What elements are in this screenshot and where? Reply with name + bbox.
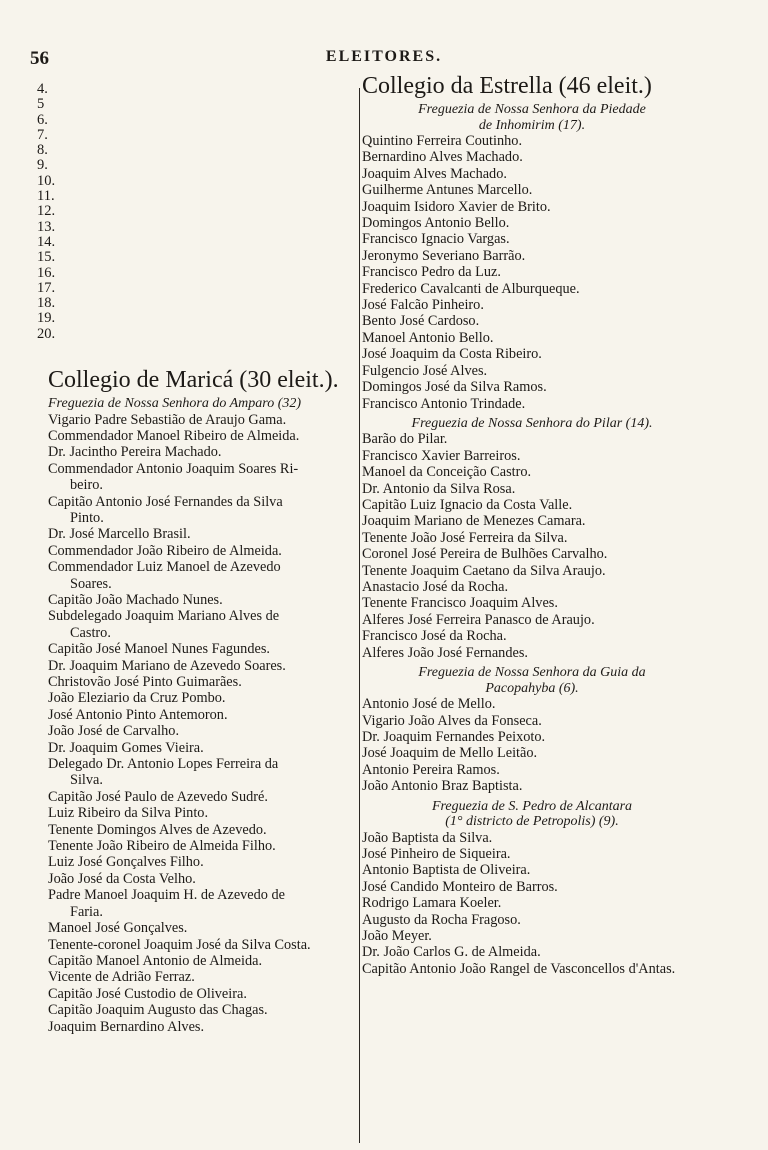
list-number: 10. bbox=[37, 172, 56, 189]
elector-name-line: Silva. bbox=[70, 772, 103, 789]
elector-entry bbox=[48, 641, 370, 657]
elector-name-line: Commendador Manoel Ribeiro de Almeida. bbox=[48, 427, 300, 444]
parish-title: Freguezia de S. Pedro de Alcantara bbox=[431, 798, 633, 814]
elector-name-line: João Eleziario da Cruz Pombo. bbox=[48, 690, 226, 707]
list-number: 18. bbox=[37, 295, 56, 312]
elector-entry: Frederico Cavalcanti de Alburqueque. bbox=[362, 280, 580, 297]
running-head: ELEITORES. bbox=[325, 48, 443, 65]
elector-name-line: Faria. bbox=[70, 903, 103, 920]
elector-entry bbox=[48, 444, 370, 460]
section-heading-estrella: Collegio da Estrella (46 eleit.) bbox=[362, 73, 652, 99]
elector-entry: Bento José Cardoso. bbox=[362, 313, 480, 330]
elector-name-line: Capitão José Paulo de Azevedo Sudré. bbox=[48, 788, 268, 805]
elector-name-line: Dr. Joaquim Gomes Vieira. bbox=[48, 739, 204, 756]
elector-name-line: Luiz José Gonçalves Filho. bbox=[48, 854, 204, 871]
elector-entry: João Antonio Braz Baptista. bbox=[362, 778, 523, 795]
elector-entry bbox=[48, 969, 370, 985]
elector-entry: José Joaquim da Costa Ribeiro. bbox=[362, 346, 542, 363]
elector-name-line: Commendador Antonio Joaquim Soares Ri- bbox=[48, 460, 299, 477]
elector-entry bbox=[48, 789, 370, 805]
elector-name-line: Christovão José Pinto Guimarães. bbox=[48, 674, 242, 690]
left-column bbox=[48, 364, 370, 1035]
elector-name-line: Tenente-coronel Joaquim José da Silva Costa. bbox=[48, 936, 311, 953]
elector-entry: Vigario João Alves da Fonseca. bbox=[362, 712, 542, 729]
elector-entry bbox=[48, 543, 370, 559]
elector-entry: Tenente Francisco Joaquim Alves. bbox=[362, 595, 558, 612]
elector-entry: João Meyer. bbox=[362, 927, 432, 944]
elector-name-line: João José de Carvalho. bbox=[48, 723, 180, 740]
page-number: 56 bbox=[30, 48, 49, 69]
parish-title: Freguezia de Nossa Senhora da Guia da bbox=[418, 665, 646, 681]
elector-entry bbox=[48, 707, 370, 723]
parish-title: Freguezia de Nossa Senhora da Piedade bbox=[418, 102, 646, 117]
elector-entry: Guilherme Antunes Marcello. bbox=[362, 182, 533, 199]
elector-entry: Joaquim Mariano de Menezes Camara. bbox=[362, 513, 586, 530]
elector-entry bbox=[48, 756, 370, 789]
elector-entry: Coronel José Pereira de Bulhões Carvalho. bbox=[362, 546, 608, 563]
elector-entry bbox=[48, 559, 370, 592]
elector-entry bbox=[48, 920, 370, 936]
elector-name-line: Vigario Padre Sebastião de Araujo Gama. bbox=[48, 411, 287, 428]
elector-entry bbox=[48, 871, 370, 887]
elector-entry bbox=[48, 740, 370, 756]
right-column bbox=[362, 70, 702, 977]
elector-entry: Dr. João Carlos G. de Almeida. bbox=[362, 944, 541, 961]
elector-name-line: João José da Costa Velho. bbox=[48, 870, 196, 887]
elector-name-line: Commendador Luiz Manoel de Azevedo bbox=[48, 559, 281, 576]
elector-entry bbox=[48, 822, 370, 838]
elector-name-line: Dr. Joaquim Mariano de Azevedo Soares. bbox=[48, 657, 286, 674]
parish-title: Freguezia de Nossa Senhora do Pilar (14). bbox=[411, 415, 653, 431]
elector-name-line: Commendador João Ribeiro de Almeida. bbox=[48, 542, 282, 559]
elector-entry bbox=[48, 723, 370, 739]
elector-entry: Fulgencio José Alves. bbox=[362, 362, 488, 379]
elector-name-line: Dr. Jacintho Pereira Machado. bbox=[48, 444, 222, 461]
list-number: 13. bbox=[37, 218, 56, 235]
elector-entry bbox=[48, 494, 370, 527]
list-number: 9. bbox=[37, 157, 48, 174]
elector-name-line: Delegado Dr. Antonio Lopes Ferreira da bbox=[48, 756, 279, 773]
list-number: 12. bbox=[37, 203, 56, 220]
elector-list-marica bbox=[48, 412, 370, 1035]
elector-name-line: José Antonio Pinto Antemoron. bbox=[48, 706, 228, 723]
elector-entry: Antonio Pereira Ramos. bbox=[362, 761, 500, 778]
elector-entry: Joaquim Isidoro Xavier de Brito. bbox=[362, 198, 551, 215]
elector-entry bbox=[48, 887, 370, 920]
parish-title-amparo: Freguezia de Nossa Senhora do Amparo (32) bbox=[48, 396, 302, 411]
parish-title: (1° districto de Petropolis) (9). bbox=[445, 814, 619, 830]
list-number: 8. bbox=[37, 142, 48, 159]
elector-entry: Quintino Ferreira Coutinho. bbox=[362, 133, 523, 149]
elector-entry: João Baptista da Silva. bbox=[362, 829, 493, 846]
section-heading-marica: Collegio de Maricá (30 eleit.). bbox=[48, 367, 339, 393]
elector-entry: Francisco Xavier Barreiros. bbox=[362, 447, 521, 464]
elector-entry bbox=[48, 674, 370, 690]
elector-entry: José Joaquim de Mello Leitão. bbox=[362, 745, 538, 762]
elector-entry bbox=[48, 1019, 370, 1035]
parish-title: Pacopahyba (6). bbox=[485, 680, 579, 696]
elector-name-line: Subdelegado Joaquim Mariano Alves de bbox=[48, 608, 280, 625]
parish-list-estrella bbox=[362, 102, 702, 977]
elector-entry bbox=[48, 805, 370, 821]
elector-name-line: Capitão Joaquim Augusto das Chagas. bbox=[48, 1002, 268, 1019]
elector-entry: Tenente Joaquim Caetano da Silva Araujo. bbox=[362, 562, 606, 579]
elector-entry: Manoel Antonio Bello. bbox=[362, 329, 494, 346]
elector-name-line: Pinto. bbox=[70, 509, 104, 526]
elector-entry: Dr. Antonio da Silva Rosa. bbox=[362, 480, 516, 497]
left-number-list bbox=[37, 82, 97, 342]
elector-entry bbox=[48, 690, 370, 706]
elector-entry: José Candido Monteiro de Barros. bbox=[362, 878, 558, 895]
elector-name-line: Capitão José Manoel Nunes Fagundes. bbox=[48, 641, 270, 658]
elector-entry bbox=[48, 937, 370, 953]
elector-entry bbox=[48, 1002, 370, 1018]
list-number: 6. bbox=[37, 111, 48, 128]
elector-entry: José Falcão Pinheiro. bbox=[362, 297, 484, 314]
elector-entry: Anastacio José da Rocha. bbox=[362, 579, 509, 596]
list-number: 20. bbox=[37, 325, 56, 342]
elector-entry bbox=[48, 592, 370, 608]
elector-entry: Tenente João José Ferreira da Silva. bbox=[362, 529, 568, 546]
elector-entry bbox=[48, 986, 370, 1002]
elector-entry: Jeronymo Severiano Barrão. bbox=[362, 247, 526, 264]
elector-entry: Antonio José de Mello. bbox=[362, 696, 496, 713]
elector-entry: Francisco Antonio Trindade. bbox=[362, 395, 526, 412]
list-number: 5 bbox=[37, 96, 45, 113]
elector-entry bbox=[48, 838, 370, 854]
elector-name-line: Tenente Domingos Alves de Azevedo. bbox=[48, 821, 267, 838]
elector-entry: Alferes José Ferreira Panasco de Araujo. bbox=[362, 611, 595, 628]
elector-entry bbox=[48, 428, 370, 444]
elector-entry bbox=[48, 953, 370, 969]
list-number: 17. bbox=[37, 279, 56, 296]
elector-entry: Joaquim Alves Machado. bbox=[362, 165, 507, 182]
list-number: 19. bbox=[37, 310, 56, 327]
list-number: 15. bbox=[37, 249, 56, 266]
list-number: 4. bbox=[37, 81, 48, 97]
elector-entry: Francisco Ignacio Vargas. bbox=[362, 231, 510, 248]
elector-entry: Domingos Antonio Bello. bbox=[362, 215, 510, 232]
elector-entry: Domingos José da Silva Ramos. bbox=[362, 379, 547, 396]
elector-entry: Dr. Joaquim Fernandes Peixoto. bbox=[362, 728, 546, 745]
elector-entry: Alferes João José Fernandes. bbox=[362, 644, 528, 661]
elector-entry: Bernardino Alves Machado. bbox=[362, 149, 523, 166]
elector-entry: Francisco José da Rocha. bbox=[362, 628, 507, 645]
list-number: 16. bbox=[37, 264, 56, 281]
elector-name-line: Capitão João Machado Nunes. bbox=[48, 591, 223, 608]
elector-entry bbox=[48, 526, 370, 542]
list-number: 11. bbox=[37, 188, 55, 205]
elector-name-line: Padre Manoel Joaquim H. de Azevedo de bbox=[48, 887, 286, 904]
elector-name-line: Soares. bbox=[70, 575, 112, 592]
elector-entry bbox=[48, 461, 370, 494]
elector-entry: Rodrigo Lamara Koeler. bbox=[362, 895, 502, 912]
elector-name-line: Capitão Antonio José Fernandes da Silva bbox=[48, 493, 283, 510]
elector-name-line: Capitão José Custodio de Oliveira. bbox=[48, 985, 247, 1002]
list-number: 7. bbox=[37, 126, 48, 143]
elector-entry bbox=[48, 608, 370, 641]
elector-entry: Capitão Luiz Ignacio da Costa Valle. bbox=[362, 497, 573, 514]
elector-entry: Francisco Pedro da Luz. bbox=[362, 264, 501, 281]
elector-name-line: Tenente João Ribeiro de Almeida Filho. bbox=[48, 838, 276, 855]
elector-entry: Barão do Pilar. bbox=[362, 431, 448, 448]
elector-entry bbox=[48, 658, 370, 674]
elector-name-line: Capitão Manoel Antonio de Almeida. bbox=[48, 952, 263, 969]
elector-name-line: Castro. bbox=[70, 624, 111, 641]
elector-name-line: Dr. José Marcello Brasil. bbox=[48, 526, 191, 543]
parish-title: de Inhomirim (17). bbox=[478, 117, 586, 133]
elector-name-line: Luiz Ribeiro da Silva Pinto. bbox=[48, 805, 209, 822]
elector-entry bbox=[48, 854, 370, 870]
list-number: 14. bbox=[37, 233, 56, 250]
elector-name-line: beiro. bbox=[70, 477, 103, 494]
elector-entry: Capitão Antonio João Rangel de Vasconcellos d'Antas. bbox=[362, 960, 676, 977]
elector-name-line: Manoel José Gonçalves. bbox=[48, 920, 188, 937]
elector-entry: Manoel da Conceição Castro. bbox=[362, 464, 532, 481]
elector-entry bbox=[48, 412, 370, 428]
elector-entry: Antonio Baptista de Oliveira. bbox=[362, 862, 531, 879]
elector-name-line: Joaquim Bernardino Alves. bbox=[48, 1018, 205, 1035]
elector-entry: José Pinheiro de Siqueira. bbox=[362, 845, 511, 862]
elector-name-line: Vicente de Adrião Ferraz. bbox=[48, 969, 195, 986]
elector-entry: Augusto da Rocha Fragoso. bbox=[362, 911, 521, 928]
